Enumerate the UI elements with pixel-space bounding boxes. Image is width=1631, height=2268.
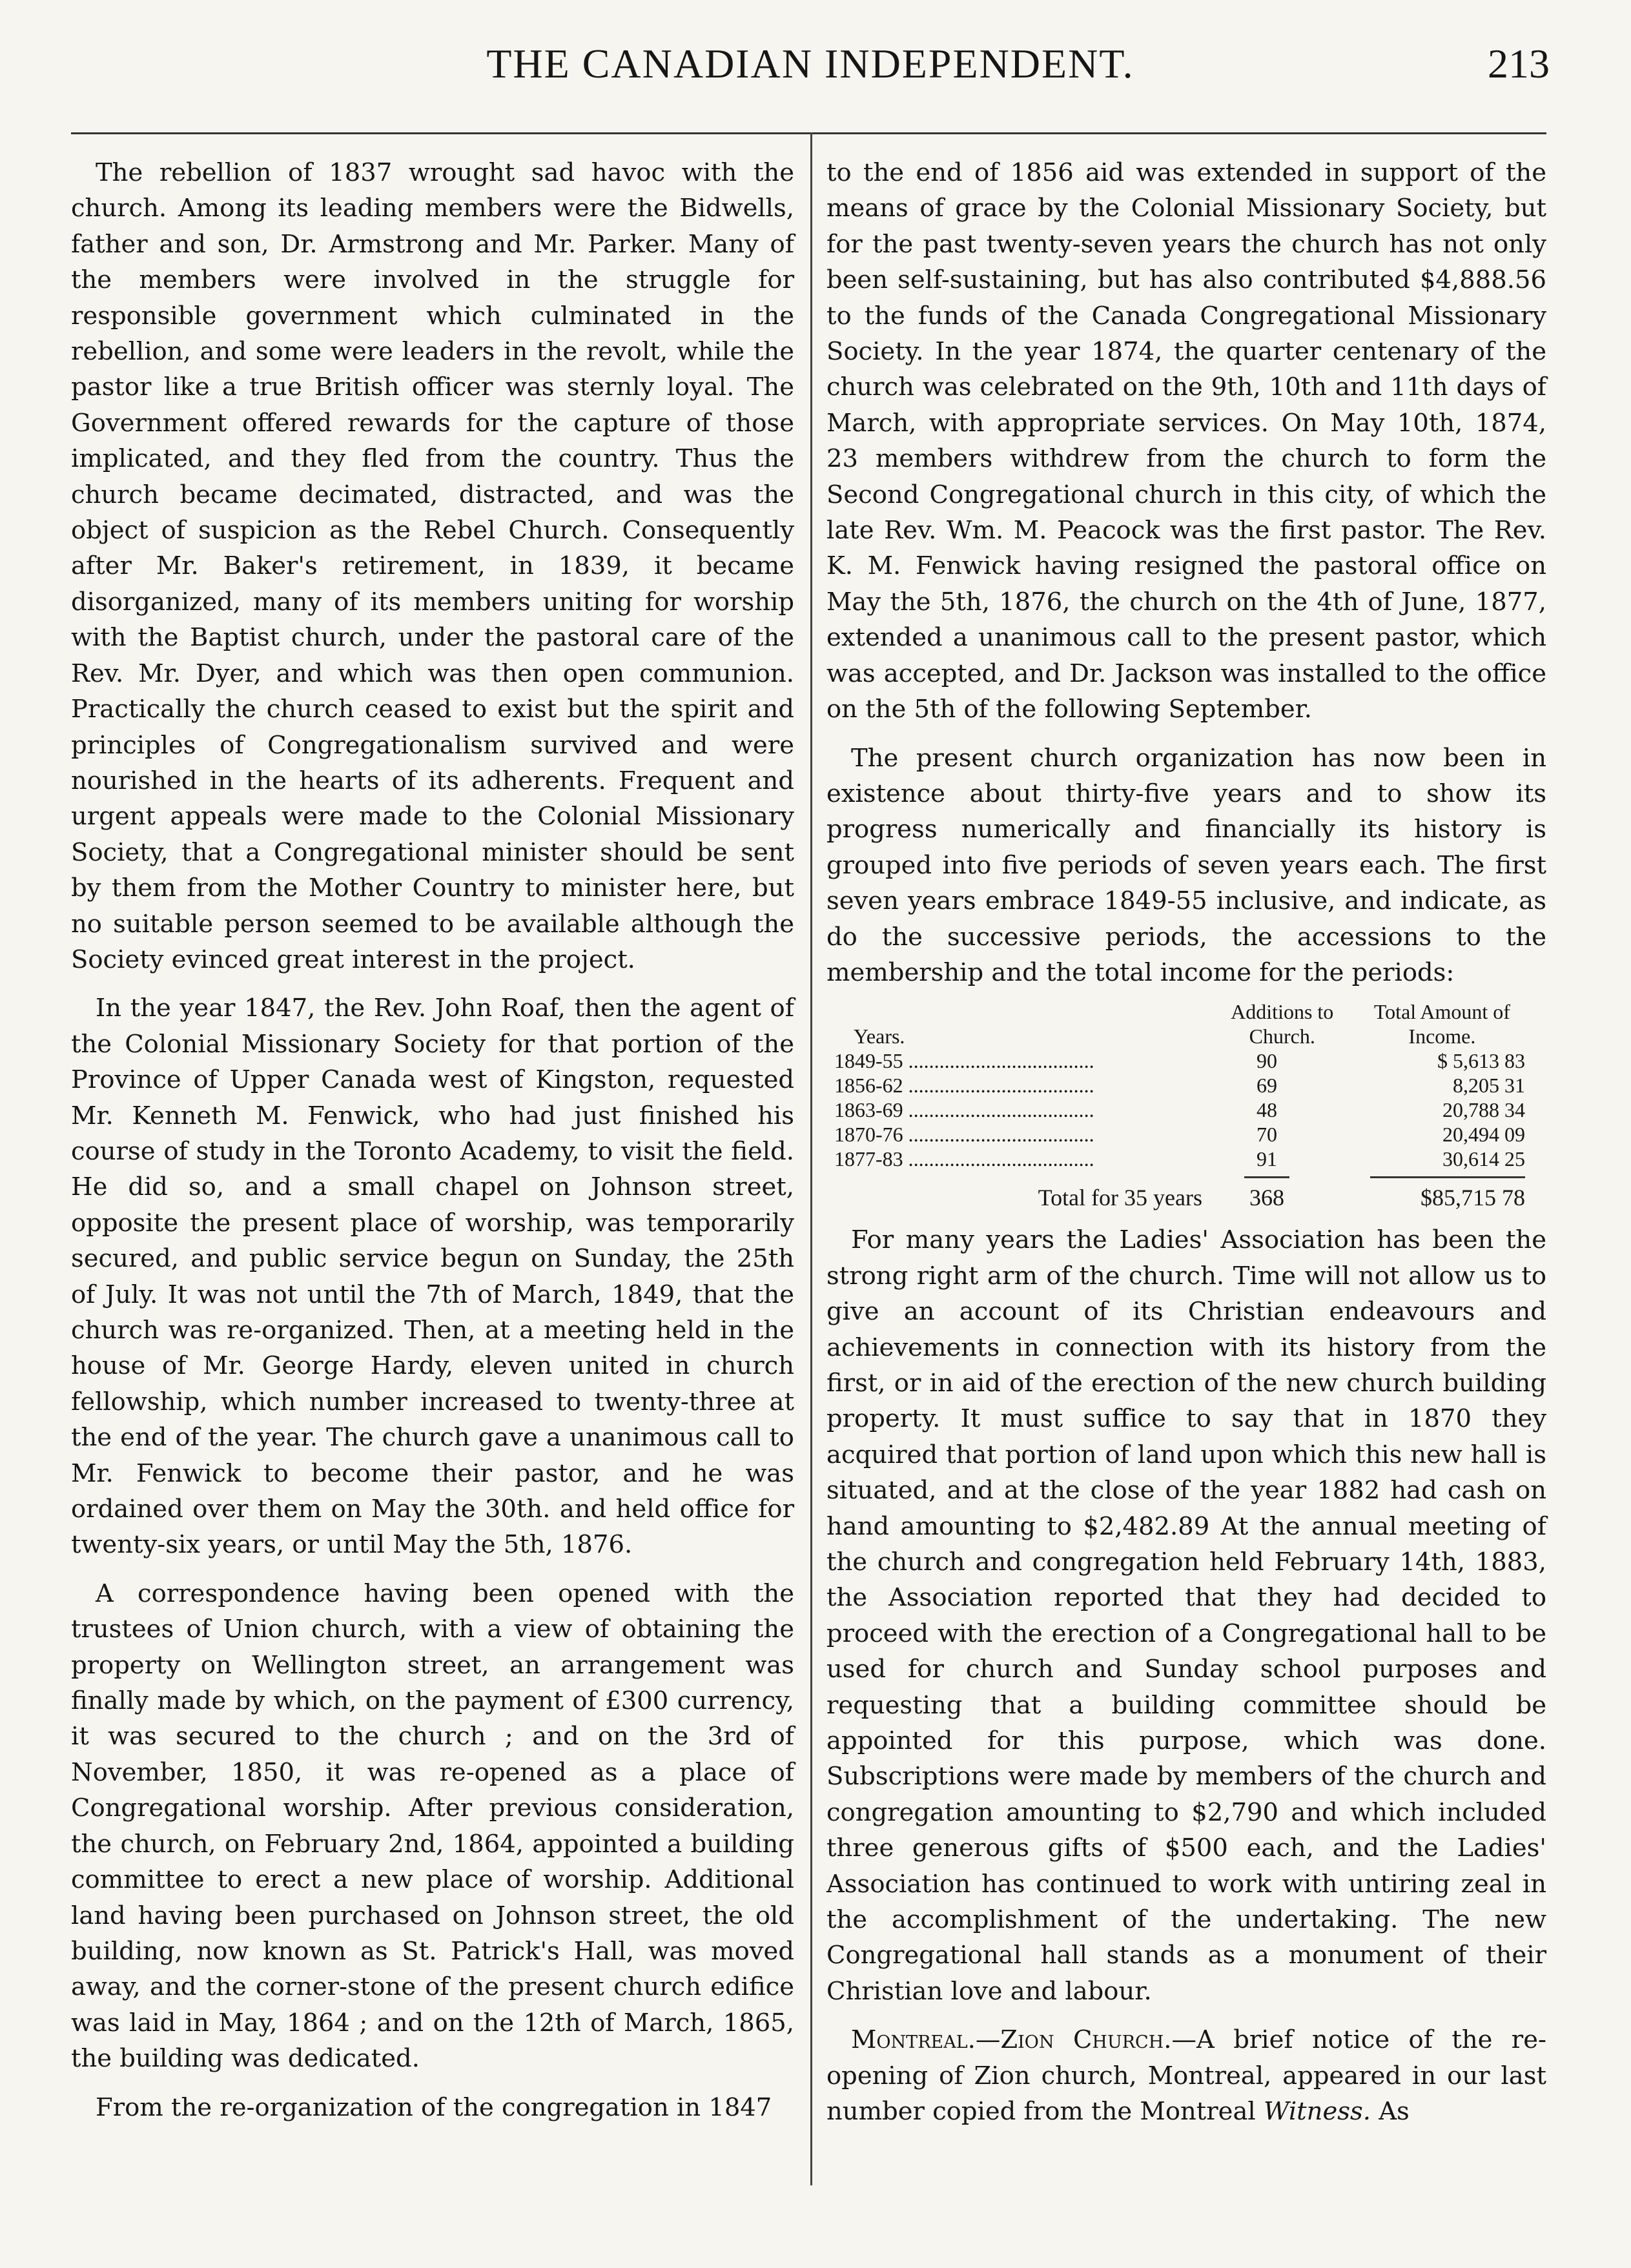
leader-dots: .................................... xyxy=(903,1147,1094,1171)
row-years: 1856-62 .................................... xyxy=(834,1074,1094,1098)
total-label: Total for 35 years xyxy=(1038,1185,1202,1211)
witness-title: Witness. xyxy=(1263,2097,1371,2127)
leader-dots: .................................... xyxy=(903,1123,1094,1147)
row-years: 1849-55 .................................... xyxy=(834,1049,1094,1073)
row-years: 1863-69 .................................... xyxy=(834,1098,1094,1122)
montreal-tail: As xyxy=(1370,2097,1410,2127)
right-column xyxy=(826,155,1546,2130)
leader-dots: .................................... xyxy=(903,1074,1094,1098)
total-rules xyxy=(834,1176,1544,1178)
paragraph-reorganization: In the year 1847, the Rev. John Roaf, then the agent of the Colonial Missionary Society for that portion of the Province of Upper Canada west of Kingston, requested Mr. Kenneth M. Fenwick, who had just finished his course of study in the Toronto Academy, to visit the field. He did so, and a small chapel on Johnson street, opposite the present place of worship, was temporarily secured, and public service begun on Sunday, the 25th of July. It was not until the 7th of March, 1849, that the church was re-organized. Then, at a meeting held in the house of Mr. George Hardy, eleven united in church fellowship, which number increased to twenty-three at the end of the year. The church gave a unanimous call to Mr. Fenwick to become their pastor, and he was ordained over them on May the 30th. and held office for twenty-six years, or until May the 5th, 1876. xyxy=(71,994,794,1560)
page-header xyxy=(71,40,1550,98)
paragraph-from-reorganization: From the re-organization of the congregation in 1847 xyxy=(96,2092,772,2122)
table-header xyxy=(834,999,1544,1048)
header-rule xyxy=(71,132,1546,134)
paragraph-continued: to the end of 1856 aid was extended in support of the means of grace by the Colonial Missionary Society, but for the past twenty-seven years the church has not only been self-sustaining, but has also contributed $4,888.56 to the funds of the Canada Congregational Missionary Society. In the year 1874, the quarter centenary of the church was celebrated on the 9th, 10th and 11th days of March, with appropriate services. On May 10th, 1874, 23 members withdrew from the church to form the Second Congregational church in this city, of which the late Rev. Wm. M. Peacock was the first pastor. The Rev. K. M. Fenwick having resigned the pastoral office on May the 5th, 1876, the church on the 4th of June, 1877, extended a unanimous call to the present pastor, which was accepted, and Dr. Jackson was installed to the office on the 5th of the following September. xyxy=(826,158,1546,724)
paragraph-rebellion: The rebellion of 1837 wrought sad havoc with the church. Among its leading members were the Bidwells, father and son, Dr. Armstrong and Mr. Parker. Many of the members were involved in the struggle for responsible government which culminated in the rebellion, and some were leaders in the revolt, while the pastor like a true British officer was sternly loyal. The Government offered rewards for the capture of those implicated, and they fled from the country. Thus the church became decimated, distracted, and was the object of suspicion as the Rebel Church. Consequently after Mr. Baker's retirement, in 1839, it became disorganized, many of its members uniting for worship with the Baptist church, under the pastoral care of the Rev. Mr. Dyer, and which was then open communion. Practically the church ceased to exist but the spirit and principles of Congregationalism survived and were nourished in the hearts of its adherents. Frequent and urgent appeals were made to the Colonial Missionary Society, that a Congregational minister should be sent by them from the Mother Country to minister here, but no suitable person seemed to be available although the Society evinced great interest in the project. xyxy=(71,158,794,974)
row-additions: 69 xyxy=(1257,1074,1277,1098)
row-amount: 8,205 31 xyxy=(1453,1074,1525,1098)
total-additions: 368 xyxy=(1249,1185,1284,1211)
table-row xyxy=(834,1073,1544,1098)
row-amount: 20,494 09 xyxy=(1442,1123,1525,1147)
row-years: 1870-76 .................................... xyxy=(834,1123,1094,1147)
row-additions: 90 xyxy=(1257,1049,1277,1073)
paragraph-correspondence: A correspondence having been opened with the trustees of Union church, with a view of obtaining the property on Wellington street, an arrangement was finally made by which, on the payment of £300 currency, it was secured to the church ; and on the 3rd of November, 1850, it was re-opened as a place of Congregational worship. After previous consideration, the church, on February 2nd, 1864, appointed a building committee to erect a new place of worship. Additional land having been purchased on Johnson street, the old building, now known as St. Patrick's Hall, was moved away, and the corner-stone of the present church edifice was laid in May, 1864 ; and on the 12th of March, 1865, the building was dedicated. xyxy=(71,1578,794,2074)
header-years: Years. xyxy=(854,1025,905,1048)
leader-dots: .................................... xyxy=(903,1049,1094,1073)
table-row xyxy=(834,1122,1544,1147)
row-additions: 70 xyxy=(1257,1123,1277,1147)
left-column xyxy=(71,155,794,2125)
column-divider xyxy=(810,132,812,2185)
montreal-text: A brief notice of the re-opening of Zion church, Montreal, appeared in our last number copied from the Montreal xyxy=(826,2025,1546,2127)
table-body xyxy=(834,1048,1544,1171)
section-lead: Montreal.—Zion Church.— xyxy=(851,2025,1197,2055)
running-title: THE CANADIAN INDEPENDENT. xyxy=(486,41,1134,87)
paragraph-present-organization: The present church organization has now been in existence about thirty-five years and to show its progress numerically and financially its history is grouped into five periods of seven years each. The first seven years embrace 1849-55 inclusive, and indicate, as do the successive periods, the accessions to the membership and the total income for the periods: xyxy=(826,743,1546,987)
paragraph-ladies-association: For many years the Ladies' Association has been the strong right arm of the church. Time will not allow us to give an account of its Christian endeavours and achievements in connection with its history from the first, or in aid of the erection of the new church building property. It must suffice to say that in 1870 they acquired that portion of land upon which this new hall is situated, and at the close of the year 1882 had cash on hand amounting to $2,482.89 At the annual meeting of the church and congregation held February 14th, 1883, the Association reported that they had decided to proceed with the erection of a Congregational hall to be used for church and Sunday school purposes and requesting that a building committee should be appointed for this purpose, which was done. Subscriptions were made by members of the church and congregation amounting to $2,790 and which included three generous gifts of $500 each, and the Ladies' Association has continued to work with untiring zeal in the accomplishment of the undertaking. The new Congregational hall stands as a monument of their Christian love and labour. xyxy=(826,1225,1546,2006)
table-row xyxy=(834,1147,1544,1171)
header-amount: Total Amount of Income. xyxy=(1373,1000,1510,1048)
table-row xyxy=(834,1098,1544,1122)
statistics-table xyxy=(834,999,1544,1213)
row-additions: 48 xyxy=(1257,1098,1277,1122)
header-additions: Additions to Church. xyxy=(1231,1000,1334,1048)
total-amount: $85,715 78 xyxy=(1421,1185,1525,1211)
row-amount: 30,614 25 xyxy=(1442,1147,1525,1171)
paragraph-montreal xyxy=(826,2022,1546,2129)
row-amount: 20,788 34 xyxy=(1442,1098,1525,1122)
leader-dots: .................................... xyxy=(903,1098,1094,1122)
table-total-row xyxy=(834,1182,1544,1213)
row-amount: $ 5,613 83 xyxy=(1437,1049,1525,1073)
row-years: 1877-83 .................................... xyxy=(834,1147,1094,1171)
table-row xyxy=(834,1048,1544,1073)
row-additions: 91 xyxy=(1257,1147,1277,1171)
page-number: 213 xyxy=(1488,41,1550,87)
